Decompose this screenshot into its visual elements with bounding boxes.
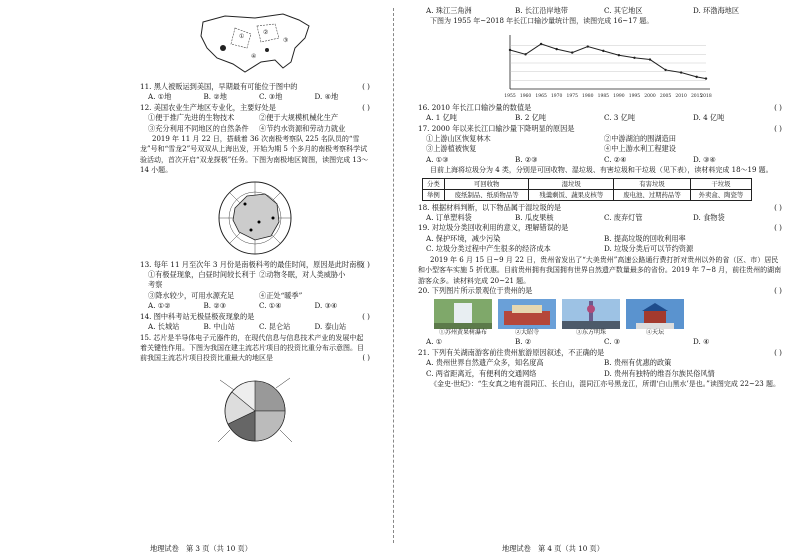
- intro-16-17: 下图为 1955 年~2018 年长江口输沙量统计图，读图完成 16~17 题。: [430, 17, 654, 26]
- question-14: 14. 图中科考站无极昼极夜现象的是 ( ): [140, 311, 370, 321]
- page-4-footer: 地理试卷 第 4 页（共 10 页）: [502, 544, 604, 553]
- table-cell: 残羹剩饭、蔬果皮核等: [529, 189, 614, 200]
- question-16-options: A. 1 亿吨 B. 2 亿吨 C. 3 亿吨 D. 4 亿吨: [426, 113, 725, 123]
- question-17: 17. 2000 年以来长江口输沙量下降明显的原因是 ( ): [418, 123, 782, 133]
- chart-x-tick-label: 2018: [700, 93, 712, 99]
- page-4: [412, 0, 792, 560]
- chart-x-tick-label: 1970: [550, 93, 563, 99]
- chart-x-tick-label: 1960: [519, 93, 532, 99]
- question-20-options: A. ① B. ② C. ③ D. ④: [426, 337, 710, 347]
- question-21-options: A. 贵州世界自然遗产众多，知名度高 B. 贵州有优惠的政策 C. 两省距离近，有便利的交通网络 D. 贵州有独特的维吾尔族民俗风情: [426, 358, 715, 378]
- photo-temple: ②大昭寺: [498, 299, 556, 337]
- question-20: 20. 下列图片所示景观位于贵州的是 ( ): [418, 285, 782, 295]
- chart-x-tick-label: 1985: [597, 93, 610, 99]
- question-12: 12. 美国农业生产地区专业化，主要好处是 ( ): [140, 102, 370, 112]
- photo-temple-of-heaven: ④天坛: [626, 299, 684, 337]
- chart-data-point: [618, 54, 620, 56]
- table-header-cell: 湿垃圾: [529, 178, 614, 189]
- antarctica-polar-map: [215, 178, 295, 258]
- svg-text:③: ③: [283, 37, 289, 44]
- chart-x-tick-label: 1990: [613, 93, 625, 99]
- table-cell: 外卖盒、陶瓷等: [690, 189, 751, 200]
- table-header-row: [423, 178, 752, 189]
- table-row-label: 举例: [423, 189, 445, 200]
- svg-text:④: ④: [251, 53, 257, 60]
- chart-data-point: [649, 58, 651, 60]
- chart-x-tick-label: 2005: [659, 93, 672, 99]
- chart-data-point: [680, 71, 682, 73]
- table-header-cell: 分类: [423, 178, 445, 189]
- usa-map-figure: [195, 8, 315, 80]
- svg-text:①: ①: [239, 33, 245, 40]
- table-row: [423, 189, 752, 200]
- question-19: 19. 对垃圾分类回收利用的意义，理解错误的是 ( ): [418, 223, 782, 233]
- chart-x-tick-label: 1980: [582, 93, 594, 99]
- sediment-series-line: [510, 44, 706, 79]
- chart-x-tick-label: 1965: [535, 93, 547, 99]
- yangtze-sediment-line-chart: [480, 29, 720, 101]
- svg-text:②: ②: [263, 29, 269, 36]
- question-11-options: A. ①地 B. ②地 C. ③地 D. ④地: [148, 92, 339, 102]
- table-cell: 废纸制品、纸质物品等: [444, 189, 529, 200]
- question-16: 16. 2010 年长江口输沙量的数值是 ( ): [418, 102, 782, 112]
- chart-x-tick-label: 2000: [644, 93, 656, 99]
- chart-x-tick-label: 1975: [566, 93, 578, 99]
- table-header-cell: 有害垃圾: [614, 178, 691, 189]
- table-header-cell: 可回收物: [444, 178, 529, 189]
- chart-data-point: [540, 43, 542, 45]
- page-divider: [393, 8, 394, 543]
- intro-18-19: 目前上海将垃圾分为 4 类，分别是可回收物、湿垃圾、有害垃圾和干垃圾（见下表），读材料完成 18～19 题。: [430, 166, 773, 175]
- question-15-options: A. 珠江三角洲 B. 长江沿岸地带 C. 其它地区 D. 环渤海地区: [426, 6, 740, 15]
- garbage-classification-table: [422, 178, 752, 201]
- question-13-statements: ①有极昼现象，白昼时间较长利于考察 ②动物冬眠，对人类威胁小 ③降水较少，可用水源充足 ④正处“暖季”: [148, 270, 346, 300]
- question-15: 15. 芯片是半导体电子元器件的，在现代信息与信息技术产业的发展中起着关键性作用。下图为我国在建主流芯片项目的投资比重分布示意图。目前我国主流芯片项目投资比重最大的地区是 ( ): [140, 333, 370, 363]
- scenery-photos: [434, 299, 782, 337]
- chart-data-point: [602, 49, 604, 51]
- chart-data-point: [587, 45, 589, 47]
- question-13: 13. 每年 11 月至次年 3 月份是南极科考的最佳时间，原因是此时南极 ( ): [140, 259, 370, 269]
- chart-data-point: [555, 48, 557, 50]
- question-14-options: A. 长城站 B. 中山站 C. 昆仑站 D. 泰山站: [148, 322, 347, 332]
- question-17-options: A. ①③ B. ②③ C. ②④ D. ③④: [426, 154, 716, 164]
- chart-data-point: [509, 49, 511, 51]
- question-17-statements: ①上游山区恢复林木 ②中游湖泊的围湖造田 ③上游植被恢复 ④中上游水利工程建设: [426, 134, 676, 154]
- question-13-options: A. ①② B. ②③ C. ①④ D. ③④: [148, 301, 338, 311]
- chart-data-point: [664, 69, 666, 71]
- chart-data-point: [705, 77, 707, 79]
- photo-waterfall: ①苏州黄果树瀑布: [434, 299, 492, 337]
- question-18-options: A. 订单塑料袋 B. 瓜皮果核 C. 废弃灯管 D. 食物袋: [426, 213, 725, 223]
- question-19-options: A. 保护环境，减少污染 B. 提高垃圾的回收利用率 C. 垃圾分类过程中产生很多的经济成本 D. 垃圾分类后可以节约资源: [426, 233, 694, 254]
- question-18: 18. 根据材料判断，以下物品属于湿垃圾的是 ( ): [418, 202, 782, 212]
- chart-data-point: [695, 75, 697, 77]
- chip-investment-pie-chart: [210, 366, 300, 456]
- chart-data-point: [524, 53, 526, 55]
- chart-x-tick-label: 1955: [504, 93, 516, 99]
- question-21: 21. 下列有关湖南游客前往贵州旅游原因叙述，不正确的是 ( ): [418, 347, 782, 357]
- chart-x-tick-label: 1995: [628, 93, 641, 99]
- intro-20-21: 2019 年 6 月 15 日~9 月 22 日，贵州省发出了“大美贵州”高速公路通行费打折对贵州以外的省（区、市）居民和小型客车实施 5 折优惠。目前贵州拥有我国拥有世界自然遗产数量最多的省份。2019 年 7~8 月，前往贵州的湖南游客众多。读材料完成 20~21 题。: [418, 255, 782, 285]
- page-3: [0, 0, 380, 560]
- chart-x-tick-label: 2015: [690, 93, 703, 99]
- photo-tower: ③东方明珠: [562, 299, 620, 337]
- question-12-options: ①便于推广先进的生物技术 ②便于大规模机械化生产 ③充分利用不同地区的自然条件 ④节约水资源和劳动力就业: [148, 113, 346, 133]
- chart-x-tick-label: 2010: [675, 93, 687, 99]
- page-3-footer: 地理试卷 第 3 页（共 10 页）: [150, 544, 252, 553]
- table-header-cell: 干垃圾: [690, 178, 751, 189]
- intro-22-23: 《金史·世纪》：“生女真之地有混同江、长白山，混同江亦号黑龙江，所谓‘白山黑水’是也。”读图完成 22~23 题。: [430, 379, 780, 388]
- chart-data-point: [571, 51, 573, 53]
- intro-13-14: 2019 年 11 月 22 日，搭载着 36 次南极考察队 225 名队员的“雪龙”号和“雪龙2”号双双从上海出发，开始为期 5 个多月的南极考察科学试验活动，首次开启“双龙探极”任务。下图为南极地区简图，读图完成 13～14 小题。: [140, 135, 369, 175]
- chart-data-point: [633, 56, 635, 58]
- table-cell: 废电池、过期药品等: [614, 189, 691, 200]
- question-11: 11. 黑人被贩运到美国，早期最有可能位于图中的 ( ): [140, 82, 370, 91]
